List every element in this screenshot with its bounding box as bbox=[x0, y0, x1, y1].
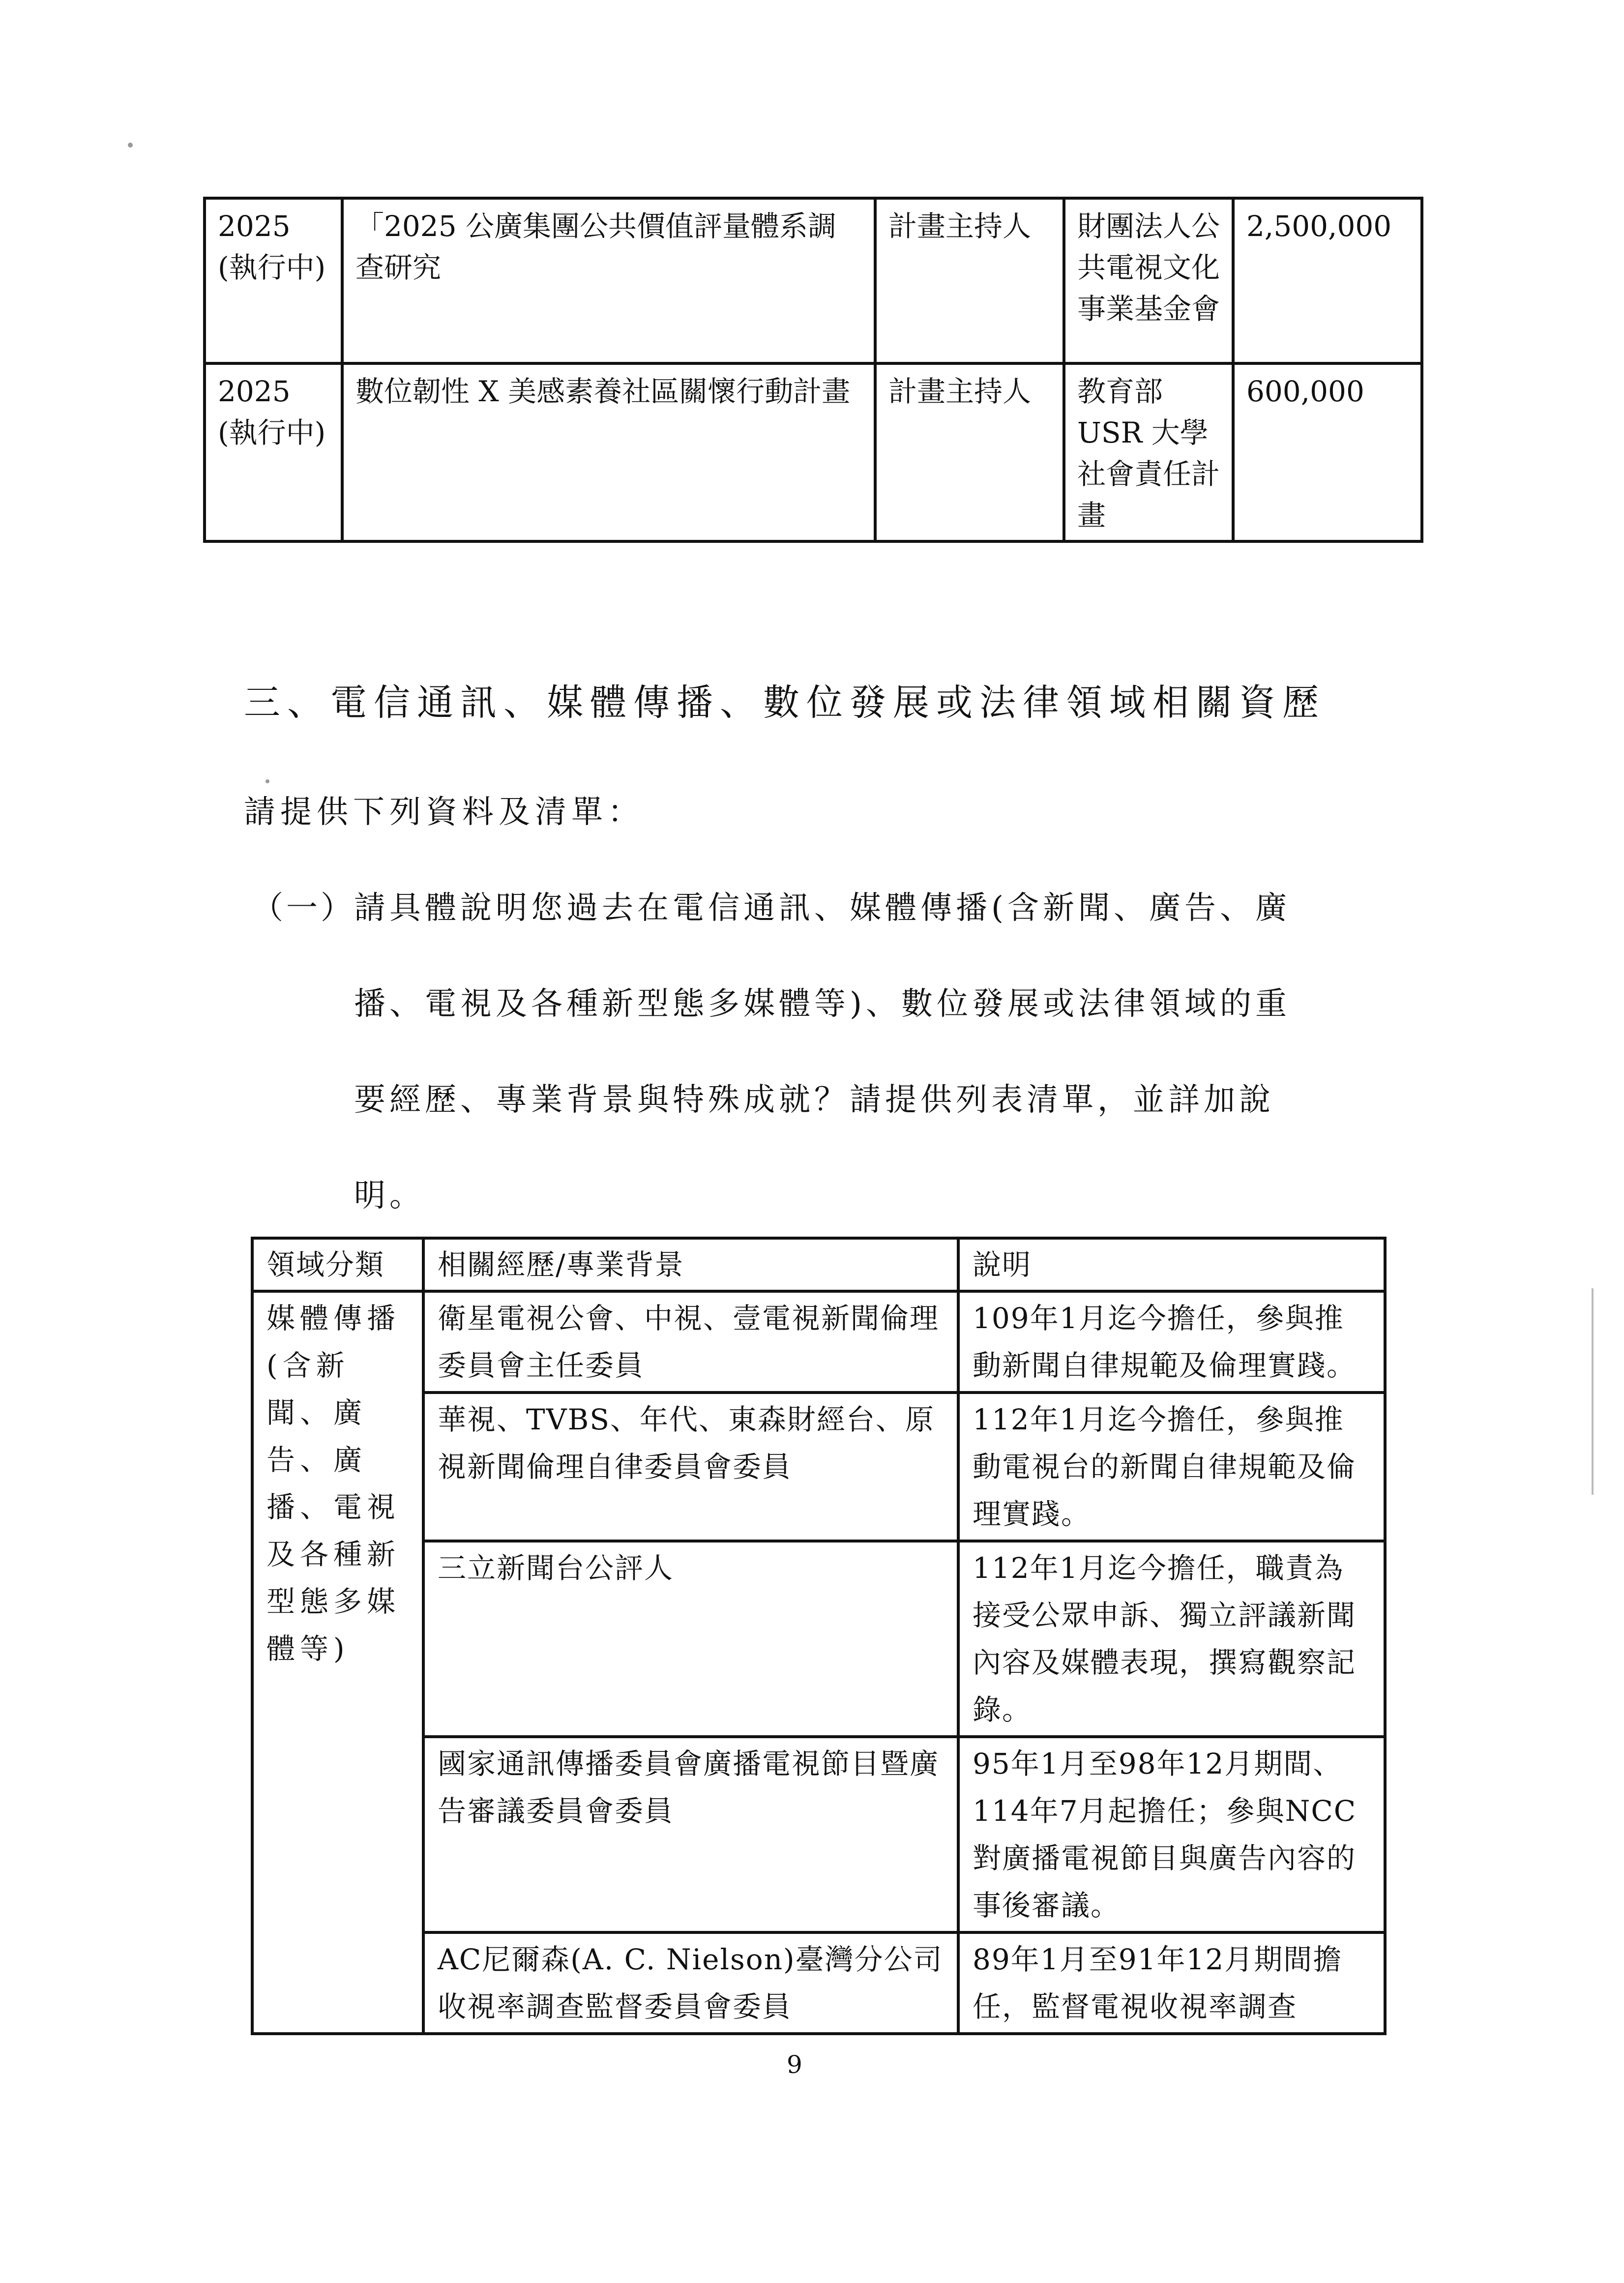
project-year-cell: 2025 (執行中) bbox=[205, 363, 342, 541]
question-text-line: 播、電視及各種新型態多媒體等)、數位發展或法律領域的重 bbox=[354, 986, 1291, 1022]
experience-cell: 國家通訊傳播委員會廣播電視節目暨廣告審議委員會委員 bbox=[423, 1737, 958, 1932]
scan-edge-mark bbox=[1592, 1288, 1594, 1495]
section-intro: 請提供下列資料及清單： bbox=[244, 794, 644, 830]
table-row bbox=[205, 198, 1422, 363]
experience-cell: 華視、TVBS、年代、東森財經台、原視新聞倫理自律委員會委員 bbox=[423, 1393, 958, 1541]
description-cell: 112年1月迄今擔任，參與推動電視台的新聞自律規範及倫理實踐。 bbox=[958, 1393, 1385, 1541]
project-amount-cell: 2,500,000 bbox=[1233, 198, 1422, 363]
project-title-cell: 「2025 公廣集團公共價值評量體系調查研究 bbox=[342, 198, 875, 363]
experience-cell: AC尼爾森(A. C. Nielson)臺灣分公司收視率調查監督委員會委員 bbox=[423, 1932, 958, 2034]
project-amount-cell: 600,000 bbox=[1233, 363, 1422, 541]
scan-speck bbox=[128, 143, 133, 148]
description-cell: 89年1月至91年12月期間擔任，監督電視收視率調查 bbox=[958, 1932, 1385, 2034]
question-number: （一） bbox=[252, 890, 355, 926]
domain-category-cell: 媒體傳播(含新聞、廣告、廣播、電視及各種新型態多媒體等) bbox=[252, 1291, 423, 2034]
section-title: 三、電信通訊、媒體傳播、數位發展或法律領域相關資歷 bbox=[244, 682, 1326, 724]
page-number: 9 bbox=[787, 2050, 802, 2079]
project-title-cell: 數位韌性 X 美感素養社區關懷行動計畫 bbox=[342, 363, 875, 541]
domain-experience-table bbox=[251, 1237, 1387, 2035]
table-row bbox=[252, 1291, 1385, 1393]
project-role-cell: 計畫主持人 bbox=[875, 363, 1064, 541]
scan-speck bbox=[266, 779, 269, 783]
project-role-cell: 計畫主持人 bbox=[875, 198, 1064, 363]
experience-cell: 三立新聞台公評人 bbox=[423, 1541, 958, 1737]
header-description: 說明 bbox=[958, 1238, 1385, 1291]
question-text-line: 要經歷、專業背景與特殊成就？請提供列表清單，並詳加說 bbox=[354, 1082, 1274, 1118]
question-text-line: 明。 bbox=[354, 1178, 425, 1214]
question-text-line: 請具體說明您過去在電信通訊、媒體傳播(含新聞、廣告、廣 bbox=[354, 890, 1291, 926]
header-experience: 相關經歷/專業背景 bbox=[423, 1238, 958, 1291]
description-cell: 109年1月迄今擔任，參與推動新聞自律規範及倫理實踐。 bbox=[958, 1291, 1385, 1393]
project-funder-cell: 財團法人公共電視文化事業基金會 bbox=[1064, 198, 1233, 363]
table-header-row bbox=[252, 1238, 1385, 1291]
projects-table bbox=[203, 197, 1423, 543]
project-funder-cell: 教育部 USR 大學社會責任計畫 bbox=[1064, 363, 1233, 541]
experience-cell: 衛星電視公會、中視、壹電視新聞倫理委員會主任委員 bbox=[423, 1291, 958, 1393]
project-year-cell: 2025 (執行中) bbox=[205, 198, 342, 363]
header-domain: 領域分類 bbox=[252, 1238, 423, 1291]
description-cell: 95年1月至98年12月期間、114年7月起擔任；參與NCC對廣播電視節目與廣告內容的事後審議。 bbox=[958, 1737, 1385, 1932]
description-cell: 112年1月迄今擔任，職責為接受公眾申訴、獨立評議新聞內容及媒體表現，撰寫觀察記錄。 bbox=[958, 1541, 1385, 1737]
table-row bbox=[205, 363, 1422, 541]
